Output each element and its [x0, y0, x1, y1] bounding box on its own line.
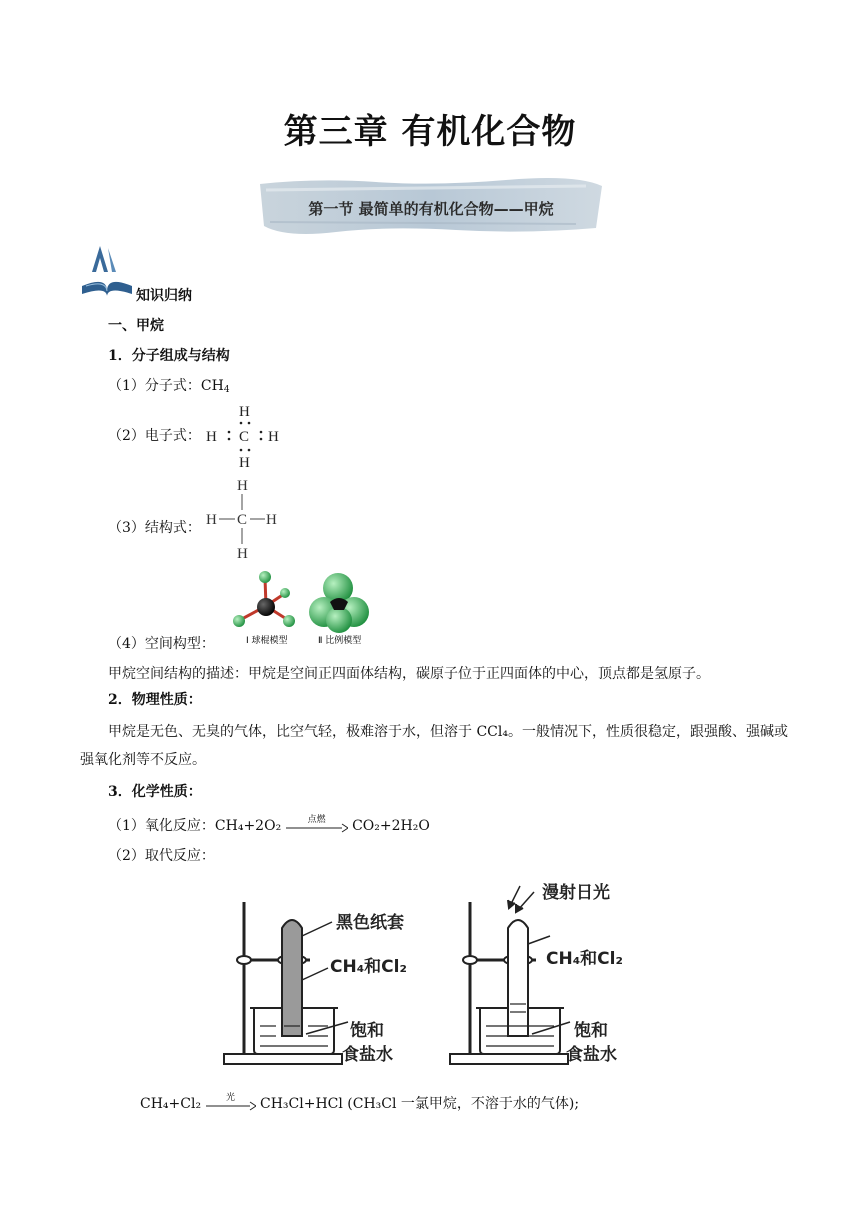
atom-h-left: H: [206, 512, 217, 528]
section-heading: 知识归纳: [136, 288, 192, 304]
ball-and-stick-model: [233, 571, 295, 627]
label-brine-left: 食盐水: [342, 1045, 393, 1065]
label-brine-right: 食盐水: [566, 1045, 617, 1065]
arrow-icon: [286, 821, 348, 835]
label-saturated-right: 饱和: [574, 1021, 608, 1041]
atom-h-right: H: [268, 429, 279, 445]
label-diffuse-sunlight: 漫射日光: [542, 883, 610, 903]
substitution-products: CH₃Cl+HCl (CH₃Cl 一氯甲烷，不溶于水的气体);: [259, 1096, 580, 1112]
label-black-paper: 黑色纸套: [336, 913, 404, 933]
structural-formula-label: （3）结构式：: [108, 520, 201, 536]
molecular-formula-label: （1）分子式：: [108, 378, 201, 394]
heading-physical: 2．物理性质：: [108, 692, 202, 708]
substitution-label: （2）取代反应：: [108, 848, 215, 864]
heading-composition: 1．分子组成与结构: [108, 348, 230, 364]
chapter-title: 第三章 有机化合物: [283, 112, 577, 152]
label-saturated-left: 饱和: [350, 1021, 384, 1041]
label-gas-right: CH₄和Cl₂: [546, 949, 623, 969]
structure-description: 甲烷空间结构的描述：甲烷是空间正四面体结构，碳原子位于正四面体的中心，顶点都是氢原子。: [108, 666, 710, 682]
atom-c: C: [239, 429, 250, 445]
book-icon: [78, 242, 136, 300]
reaction-arrow: [206, 1093, 256, 1111]
arrow-icon: [206, 1099, 256, 1113]
label-gas-left: CH₄和Cl₂: [330, 957, 407, 977]
structural-formula: [204, 476, 288, 562]
electron-formula: [204, 400, 284, 472]
oxidation-reaction: [108, 816, 430, 836]
heading-methane: 一、甲烷: [108, 318, 164, 334]
formula-ch: CH: [200, 378, 224, 394]
oxidation-products: CO₂+2H₂O: [352, 818, 430, 834]
reaction-arrow: [286, 815, 348, 833]
atom-h-top: H: [239, 404, 250, 420]
substitution-equation: [140, 1094, 579, 1114]
caption-space-filling: Ⅱ 比例模型: [318, 636, 362, 646]
atom-h-top: H: [237, 478, 248, 494]
section-banner-text: 第一节 最简单的有机化合物——甲烷: [308, 200, 554, 218]
space-filling-model: [309, 573, 369, 633]
arrow-condition: 点燃: [307, 815, 326, 825]
oxidation-label: （1）氧化反应：: [108, 818, 215, 834]
heading-chemical: 3．化学性质：: [108, 784, 202, 800]
oxidation-reactants: CH₄+2O₂: [214, 818, 282, 834]
substitution-reactants: CH₄+Cl₂: [140, 1096, 202, 1112]
atom-h-left: H: [206, 429, 217, 445]
arrow-condition: 光: [226, 1093, 236, 1103]
atom-c: C: [237, 512, 248, 528]
atom-h-bottom: H: [239, 455, 250, 471]
formula-subscript: 4: [223, 385, 230, 395]
atom-h-right: H: [266, 512, 277, 528]
physical-properties: 甲烷是无色、无臭的气体，比空气轻，极难溶于水，但溶于 CCl₄。一般情况下，性质很稳定，跟强酸、强碱或强氧化剂等不反应。: [80, 724, 788, 768]
substitution-experiment-diagram: [220, 876, 640, 1072]
atom-h-bottom: H: [237, 546, 248, 562]
molecular-formula-line: [108, 376, 230, 396]
electron-formula-label: （2）电子式：: [108, 428, 201, 444]
spatial-structure-label: （4）空间构型：: [108, 636, 215, 652]
caption-ball-stick: Ⅰ 球棍模型: [246, 636, 288, 646]
molecular-models: [226, 568, 376, 648]
